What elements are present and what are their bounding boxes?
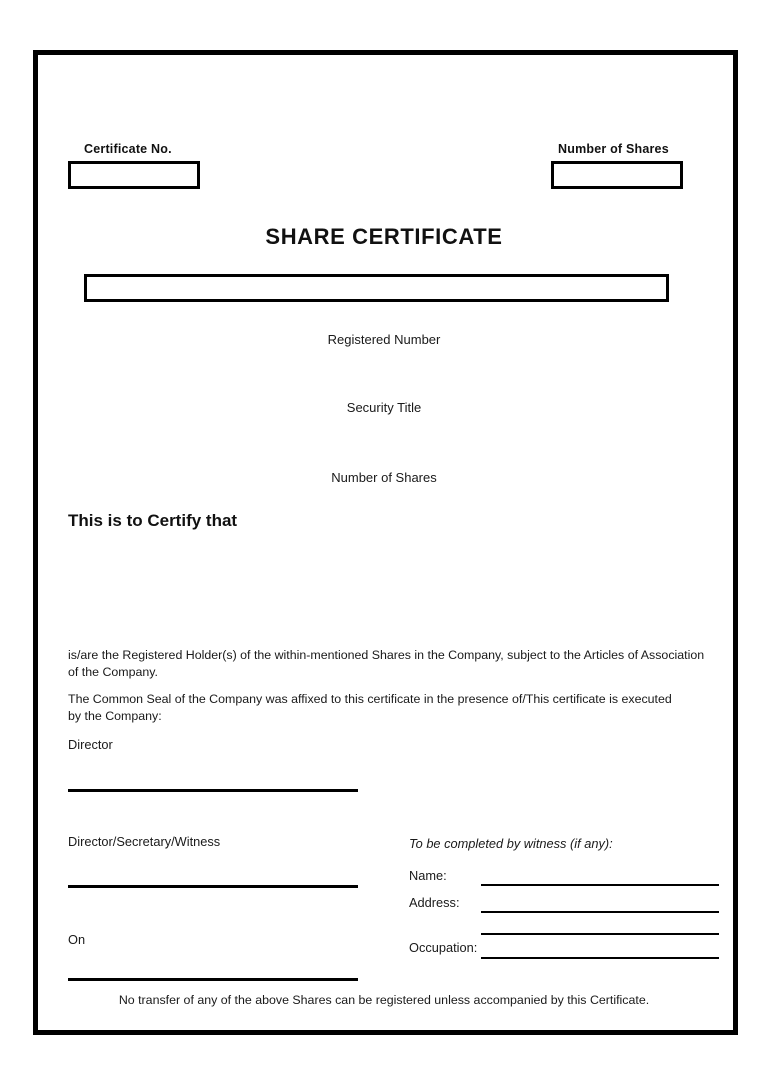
witness-section-title: To be completed by witness (if any): xyxy=(409,836,613,851)
director-secretary-witness-label: Director/Secretary/Witness xyxy=(68,834,221,849)
seal-statement-paragraph: The Common Seal of the Company was affixed to this certificate in the presence of/This certificate is executed by the Company: xyxy=(68,692,672,723)
director-secretary-witness-signature-line[interactable] xyxy=(68,885,358,888)
certificate-no-input[interactable] xyxy=(68,161,200,189)
witness-name-line[interactable] xyxy=(481,884,719,886)
witness-occupation-line[interactable] xyxy=(481,957,719,959)
date-label: On xyxy=(68,932,86,947)
number-of-shares-input[interactable] xyxy=(551,161,683,189)
security-title-label: Security Title xyxy=(346,400,422,415)
holder-statement-paragraph: is/are the Registered Holder(s) of the within-mentioned Shares in the Company, subject to the Articles of Association of the Company. xyxy=(68,648,705,679)
transfer-note: No transfer of any of the above Shares can be registered unless accompanied by this Certificate. xyxy=(118,993,650,1007)
registered-number-label: Registered Number xyxy=(327,332,441,347)
company-name-input[interactable] xyxy=(84,274,669,302)
page-title-text: SHARE CERTIFICATE xyxy=(265,224,503,249)
shares-count-label: Number of Shares xyxy=(331,470,437,485)
director-label: Director xyxy=(68,737,113,752)
page-title xyxy=(0,224,768,250)
witness-address-line-2[interactable] xyxy=(481,933,719,935)
date-signature-line[interactable] xyxy=(68,978,358,981)
witness-address-line[interactable] xyxy=(481,911,719,913)
number-of-shares-label: Number of Shares xyxy=(558,142,669,156)
witness-name-label: Name: xyxy=(409,868,447,883)
witness-address-label: Address: xyxy=(409,895,460,910)
certify-heading: This is to Certify that xyxy=(68,511,238,530)
certificate-no-label: Certificate No. xyxy=(84,142,172,156)
director-signature-line[interactable] xyxy=(68,789,358,792)
witness-occupation-label: Occupation: xyxy=(409,940,478,955)
